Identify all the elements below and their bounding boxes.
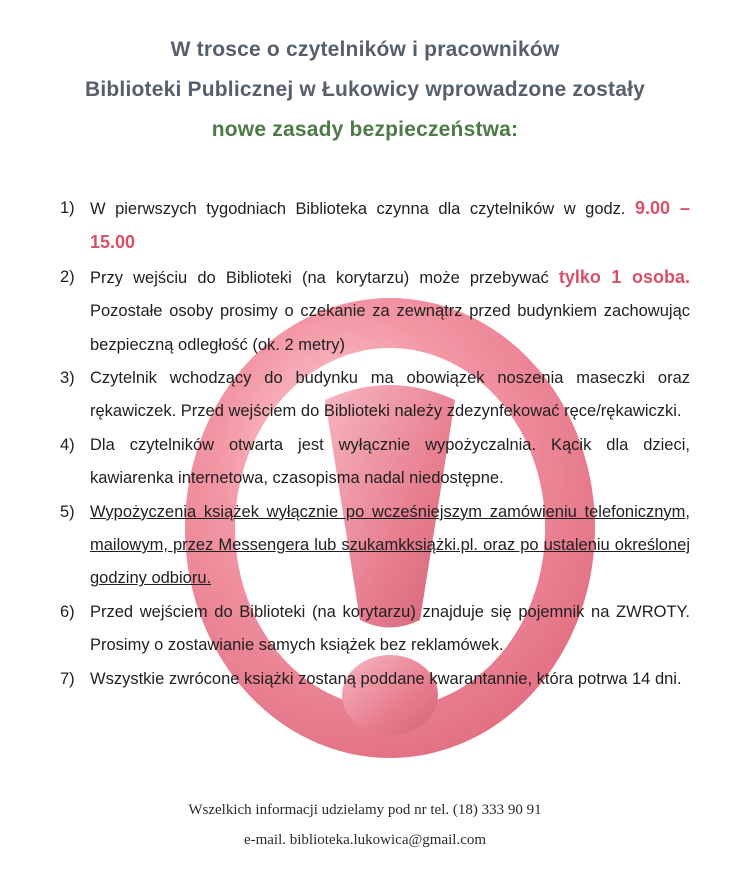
rule-text: Przy wejściu do Biblioteki (na korytarzu) może przebywać (90, 268, 559, 287)
rules-list (60, 192, 690, 696)
rule-text: Przed wejściem do Biblioteki (na korytarzu) znajduje się pojemnik na ZWROTY. Prosimy o zostawianie samych książek bez reklamówek. (90, 602, 690, 655)
rule-text-continued: Pozostałe osoby prosimy o czekanie za zewnątrz przed budynkiem zachowując bezpieczną odległość (ok. 2 metry) (90, 302, 690, 354)
rule-number: 2) (60, 267, 75, 286)
footer-phone: Wszelkich informacji udzielamy pod nr tel. (18) 333 90 91 (188, 802, 542, 818)
rule-number: 4) (60, 435, 75, 454)
rule-text: W pierwszych tygodniach Biblioteka czynna dla czytelników w godz. (90, 200, 636, 218)
rule-item-2 (60, 261, 690, 362)
rule-text: Wszystkie zwrócone książki zostaną poddane kwarantannie, która potrwa 14 dni. (90, 669, 682, 688)
rule-item-3 (60, 362, 690, 429)
heading-line-2: Biblioteki Publicznej w Łukowicy wprowadzone zostały (85, 78, 645, 101)
rule-highlight: 9.00 – 15.00 (90, 198, 690, 253)
heading-line-3: nowe zasady bezpieczeństwa: (211, 118, 519, 141)
rule-number: 5) (60, 502, 75, 521)
rule-highlight: tylko 1 osoba. (558, 266, 690, 287)
rule-item-6 (60, 596, 690, 663)
rule-item-4 (60, 429, 690, 496)
footer-email: e-mail. biblioteka.lukowica@gmail.com (243, 832, 487, 848)
rule-item-7 (60, 663, 690, 696)
heading-line-1: W trosce o czytelników i pracowników (170, 38, 560, 61)
rule-number: 7) (60, 669, 75, 688)
rule-text: Czytelnik wchodzący do budynku ma obowiązek noszenia maseczki oraz rękawiczek. Przed wejściem do Biblioteki należy zdezynfekować ręce/rękawiczki. (90, 369, 690, 421)
rule-item-5 (60, 496, 690, 596)
rule-number: 6) (60, 602, 75, 621)
rule-number: 1) (60, 199, 75, 217)
rule-number: 3) (60, 369, 75, 388)
rule-text: Wypożyczenia książek wyłącznie po wcześniejszym zamówieniu telefonicznym, mailowym, przez Messengera lub szukamkksiążki.pl. oraz po ustaleniu określonej godziny odbioru. (90, 502, 690, 588)
rule-text: Dla czytelników otwarta jest wyłącznie wypożyczalnia. Kącik dla dzieci, kawiarenka internetowa, czasopisma nadal niedostępne. (90, 435, 690, 488)
rule-item-1 (60, 192, 690, 261)
